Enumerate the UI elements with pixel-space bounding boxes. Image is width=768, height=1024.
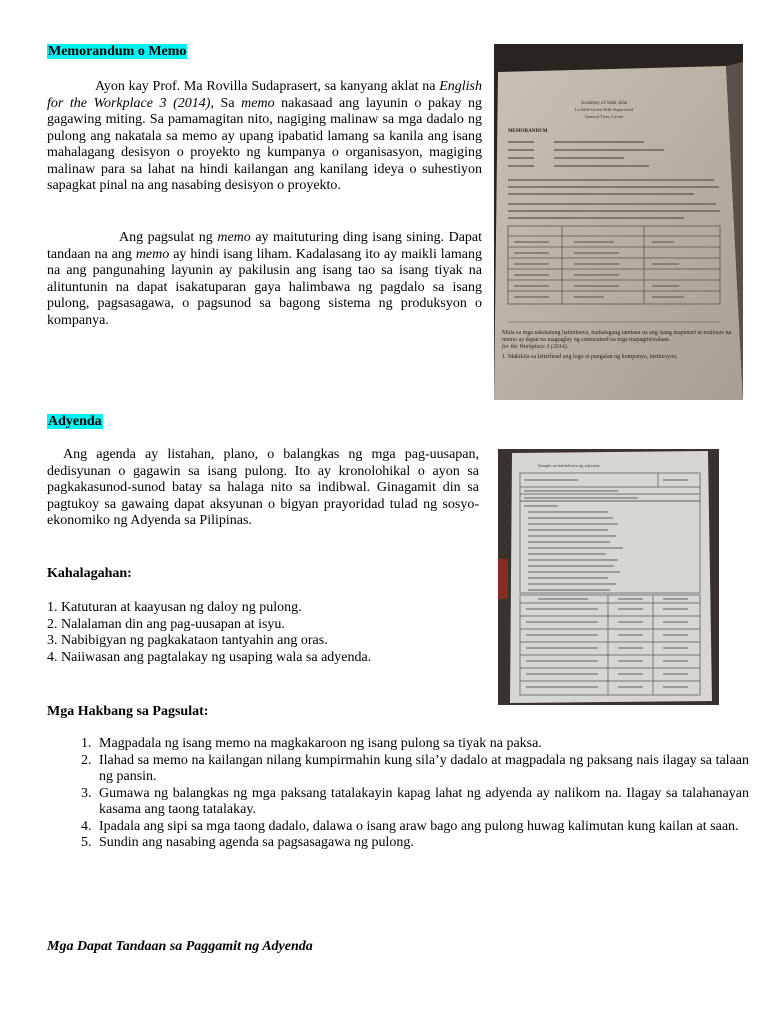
memo-sample-photo bbox=[494, 44, 743, 400]
adyenda-paragraph: Ang agenda ay listahan, plano, o balangkas ng mga pag-uusapan, dedisyunan o gagawin sa isang pulong. Ito ay kronolohikal o ayon sa pagkakasunod-sunod batay sa halaga nito sa indibwal. Ginagamit din sa pagtukoy sa gawaing dapat aksyunan o bigyan prayoridad tulad ng sosyo-ekonomiko ng Adyenda sa Pilipinas. bbox=[47, 447, 479, 528]
hakbang-step: 5. Sundin ang nasabing agenda sa pagsasagawa ng pulong. bbox=[95, 835, 749, 852]
hakbang-heading: Mga Hakbang sa Pagsulat: bbox=[47, 704, 209, 719]
hakbang-step: 1. Magpadala ng isang memo na magkakaroon ng isang pulong sa tiyak na paksa. bbox=[95, 736, 749, 753]
memo-p2-c: ay maituturing ding isang sining. Dapat tandaan na ang bbox=[47, 230, 483, 262]
memo-heading bbox=[47, 44, 187, 60]
memo-p2-a: Ang pagsulat ng bbox=[119, 230, 213, 245]
hakbang-step: 2. Ilahad sa memo na kailangan nilang kumpirmahin kung sila’y dadalo at magpadala ng paksang nais ilagay sa talaan ng pansin. bbox=[95, 753, 749, 786]
photo-item-1: 1. Makikita sa letterhead ang logo at pangalan ng kompanya, institusyon, bbox=[502, 354, 678, 360]
adyenda-sample-image bbox=[498, 449, 719, 705]
memo-heading-text: Memorandum o Memo bbox=[48, 44, 187, 59]
memo-sample-image bbox=[494, 44, 743, 400]
adyenda-heading bbox=[47, 414, 103, 430]
kahalagahan-item: 2. Nalalaman din ang pag-uusapan at isyu. bbox=[47, 616, 285, 632]
photo-school-line3: General Trias, Cavite bbox=[584, 114, 624, 119]
hakbang-step: 4. Ipadala ang sipi sa mga taong dadalo, dalawa o isang araw bago ang pulong huwag kalimutan kung kailan at saan. bbox=[95, 819, 749, 836]
hakbang-step: 3. Gumawa ng balangkas ng mga paksang tatalakayin kapag lahat ng adyenda ay nalikom na. Ilagay sa talahanayan kasama ang taong tatalakay. bbox=[95, 786, 749, 819]
memo-p2-d: memo bbox=[135, 246, 170, 262]
kahalagahan-item: 1. Katuturan at kaayusan ng daloy ng pulong. bbox=[47, 600, 302, 615]
memo-paragraph-2 bbox=[47, 230, 482, 329]
hakbang-steps bbox=[47, 736, 749, 852]
kahalagahan-heading: Kahalagahan: bbox=[47, 566, 132, 581]
kahalagahan-item: 3. Nabibigyan ng pagkakataon tantyahin ang oras. bbox=[47, 633, 328, 648]
photo-caption: Mula sa mga nakatalang halimbawa, mahalagang tandaan na ang isang mapanuri at malinaw na memo ay dapat na magtaglay ng sumusunod na mga mapagtitiwalaan. bbox=[502, 330, 732, 343]
memo-p2-e: ay hindi isang liham. Kadalasang ito ay maikli lamang na ang pangunahing layunin ay pakilusin ang isang tao sa isang tiyak na alituntunin na dapat isakatuparan gaya halimbawa ng pagdalo sa isang pulong, pagsasagawa, o pagsunod sa bagong sistema ng produksyon o kompanya. bbox=[47, 246, 482, 328]
memo-p1-a: Ayon kay Prof. Ma Rovilla Sudaprasert, sa kanyang aklat na bbox=[95, 79, 436, 94]
memo-p1-c: Sa bbox=[220, 95, 235, 111]
memo-p2-b: memo bbox=[217, 230, 251, 245]
photo-school-name: Academy of Saint John bbox=[580, 101, 628, 106]
memo-p1-d: memo bbox=[241, 95, 275, 111]
tandaan-heading: Mga Dapat Tandaan sa Paggamit ng Adyenda bbox=[47, 939, 313, 954]
memo-book-title: English for the Workplace 3 (2014), bbox=[47, 79, 482, 111]
adyenda-sample-photo bbox=[498, 449, 719, 705]
kahalagahan-list bbox=[47, 600, 371, 666]
photo-caption-2: for the Workplace 3 (2014). bbox=[502, 344, 569, 350]
memo-p1-e: nakasaad ang layunin o pakay ng gagawing miting. Sa pamamagitan nito, nagiging malinaw sa mga dadalo ng pulong ang nakatala sa memo ay upang ipabatid lamang sa kanila ang isang mahalagang desisyon o proyekto ng kumpanya o organisasyon, magiging malinaw para sa lahat na hindi kailangan ang kanilang ideya o suhestiyon sapagkat pinal na ang nasabing desisyon o proyekto. bbox=[47, 95, 483, 193]
photo-agenda-title: Sample na halimbawa ng adyenda bbox=[538, 463, 600, 468]
kahalagahan-item: 4. Naiiwasan ang pagtalakay ng usaping wala sa adyenda. bbox=[47, 649, 372, 665]
photo-school-line2: La Salle Green Hills Supervised bbox=[575, 107, 633, 112]
photo-memo-title: MEMORANDUM bbox=[508, 129, 548, 134]
memo-paragraph-1 bbox=[47, 79, 482, 195]
adyenda-heading-text: Adyenda bbox=[48, 414, 102, 429]
